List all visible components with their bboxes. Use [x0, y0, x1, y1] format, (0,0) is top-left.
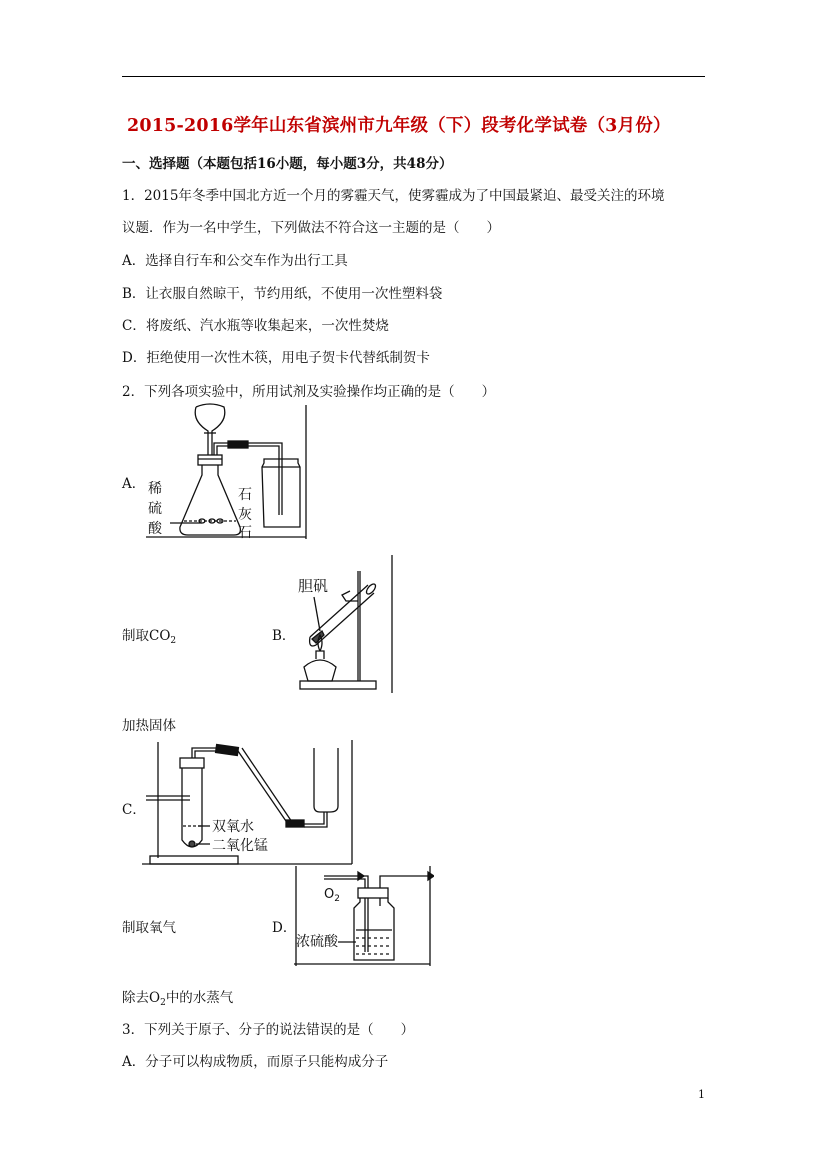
- q1-option-b: B．让衣服自然晾干，节约用纸，不使用一次性塑料袋: [122, 286, 443, 302]
- fig-b-label: 胆矾: [298, 577, 329, 595]
- fig-a-right-label-2: 灰: [238, 507, 252, 523]
- q2-caption-d: 除去$O_2$中的水蒸气: [122, 990, 234, 1008]
- figure-d-drying-apparatus: [294, 866, 434, 966]
- fig-c-label-2: 二氧化锰: [212, 838, 268, 854]
- q3-option-a: A．分子可以构成物质，而原子只能构成分子: [122, 1054, 389, 1070]
- fig-a-left-label-1: 稀: [148, 481, 162, 497]
- q2-option-a-letter: A．: [122, 476, 146, 492]
- q2-caption-b: 加热固体: [122, 718, 176, 734]
- page-title: 2015-2016学年山东省滨州市九年级（下）段考化学试卷（3月份）: [127, 116, 671, 136]
- fig-d-gas-label: $O_2$: [324, 887, 340, 904]
- q2-option-d-letter: D．: [272, 920, 297, 936]
- figure-b-heating-apparatus: [286, 555, 396, 693]
- q2-stem: 2．下列各项实验中，所用试剂及实验操作均正确的是（ ）: [122, 384, 496, 400]
- fig-d-label: 浓硫酸: [296, 934, 338, 950]
- fig-a-left-label-2: 硫: [148, 501, 162, 517]
- q1-option-a: A．选择自行车和公交车作为出行工具: [122, 253, 348, 269]
- figure-c-oxygen-apparatus: [142, 740, 356, 866]
- q2-caption-a: 制取$CO_2$: [122, 628, 177, 646]
- q2-option-b-letter: B．: [272, 628, 296, 644]
- fig-a-left-label-3: 酸: [148, 521, 162, 537]
- fig-a-right-label-3: 石: [238, 525, 252, 539]
- q1-stem-line2: 议题．作为一名中学生，下列做法不符合这一主题的是（ ）: [122, 220, 500, 236]
- q2-caption-c: 制取氧气: [122, 920, 176, 936]
- q3-stem: 3．下列关于原子、分子的说法错误的是（ ）: [122, 1022, 415, 1038]
- fig-c-label-1: 双氧水: [212, 819, 254, 835]
- figure-a-co2-apparatus: [146, 403, 308, 539]
- q1-option-c: C．将废纸、汽水瓶等收集起来，一次性焚烧: [122, 318, 389, 334]
- header-rule: [122, 76, 705, 77]
- section-heading: 一、选择题（本题包括16小题，每小题3分，共48分）: [122, 156, 453, 172]
- q1-option-d: D．拒绝使用一次性木筷，用电子贺卡代替纸制贺卡: [122, 350, 430, 366]
- page-number: 1: [698, 1088, 705, 1101]
- q2-option-c-letter: C．: [122, 802, 146, 818]
- fig-a-right-label-1: 石: [238, 487, 252, 503]
- q1-stem-line1: 1．2015年冬季中国北方近一个月的雾霾天气，使雾霾成为了中国最紧迫、最受关注的环境: [122, 188, 665, 204]
